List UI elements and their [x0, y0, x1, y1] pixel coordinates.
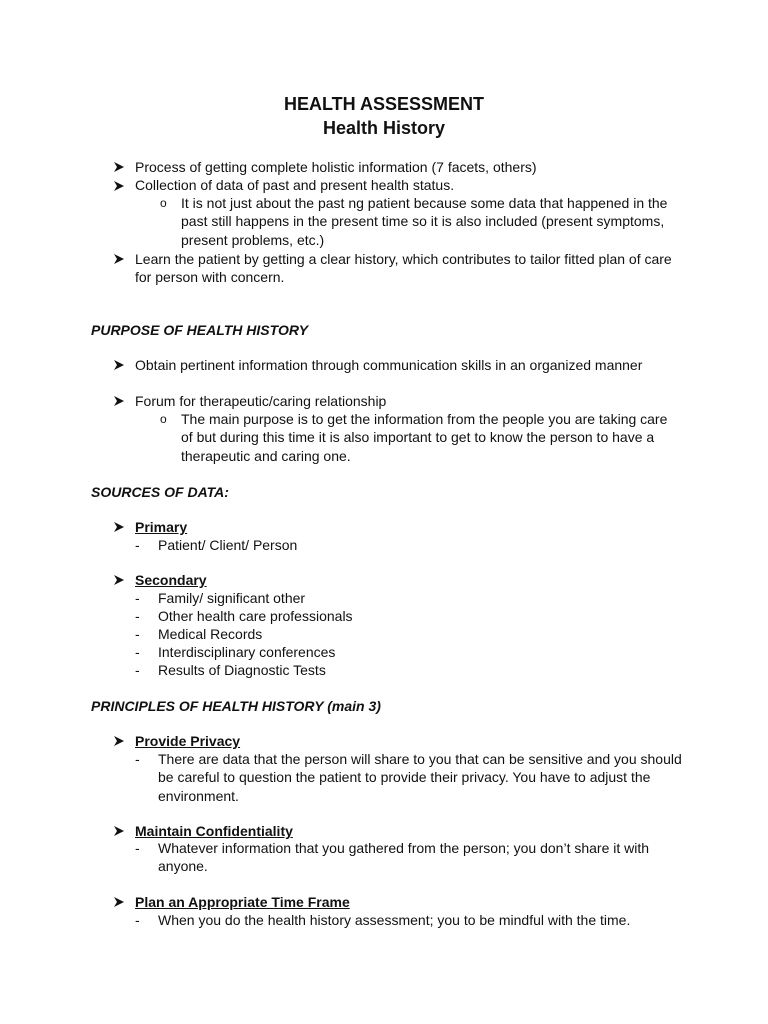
principle-timeframe-label: Plan an Appropriate Time Frame — [135, 894, 350, 910]
dash-marker: - — [135, 840, 140, 856]
arrowhead-bullet-icon — [112, 160, 126, 174]
arrowhead-bullet-icon — [112, 179, 126, 193]
dash-marker: - — [135, 590, 140, 606]
principle-privacy-text: There are data that the person will share to you that can be sensitive and you should be careful to question the patient to provide their privacy. You have to adjust the environment. — [158, 751, 682, 804]
arrowhead-bullet-icon — [112, 895, 126, 909]
section-heading-sources: SOURCES OF DATA: — [91, 484, 229, 500]
document-title: HEALTH ASSESSMENT — [283, 94, 484, 114]
secondary-item: Family/ significant other — [158, 590, 306, 606]
arrowhead-bullet-icon — [112, 573, 126, 587]
intro-bullet-1: Process of getting complete holistic information (7 facets, others) — [135, 159, 537, 175]
arrowhead-bullet-icon — [112, 394, 126, 408]
dash-marker: - — [135, 751, 140, 767]
intro-bullet-2-detail: It is not just about the past ng patient because some data that happened in the past still happens in the present time so it is also included (present symptoms, present problems, etc.) — [181, 195, 668, 248]
principle-timeframe-text: When you do the health history assessment; you to be mindful with the time. — [158, 912, 631, 928]
intro-bullet-3: Learn the patient by getting a clear history, which contributes to tailor fitted plan of care for person with concern. — [135, 251, 672, 286]
source-secondary-label: Secondary — [135, 572, 207, 588]
dash-marker: - — [135, 912, 140, 928]
arrowhead-bullet-icon — [112, 252, 126, 266]
intro-bullet-2: Collection of data of past and present health status. — [135, 177, 455, 193]
secondary-item: Interdisciplinary conferences — [158, 644, 336, 660]
sub-bullet-marker: o — [160, 196, 167, 210]
dash-marker: - — [135, 608, 140, 624]
section-heading-principles: PRINCIPLES OF HEALTH HISTORY (main 3) — [91, 698, 381, 714]
source-primary-label: Primary — [135, 519, 188, 535]
dash-marker: - — [135, 626, 140, 642]
primary-item: Patient/ Client/ Person — [158, 537, 298, 553]
dash-marker: - — [135, 644, 140, 660]
principle-privacy-label: Provide Privacy — [135, 733, 241, 749]
dash-marker: - — [135, 662, 140, 678]
section-heading-purpose: PURPOSE OF HEALTH HISTORY — [91, 322, 309, 338]
dash-marker: - — [135, 537, 140, 553]
secondary-item: Other health care professionals — [158, 608, 353, 624]
sub-bullet-marker: o — [160, 412, 167, 426]
document-subtitle: Health History — [322, 118, 446, 138]
purpose-bullet-2: Forum for therapeutic/caring relationship — [135, 393, 387, 409]
arrowhead-bullet-icon — [112, 520, 126, 534]
arrowhead-bullet-icon — [112, 358, 126, 372]
secondary-item: Medical Records — [158, 626, 263, 642]
arrowhead-bullet-icon — [112, 824, 126, 838]
purpose-bullet-2-detail: The main purpose is to get the information from the people you are taking care of but during this time it is also important to get to know the person to have a therapeutic and caring one. — [181, 411, 668, 464]
principle-confidentiality-label: Maintain Confidentiality — [135, 823, 293, 839]
arrowhead-bullet-icon — [112, 734, 126, 748]
secondary-item: Results of Diagnostic Tests — [158, 662, 326, 678]
principle-confidentiality-text: Whatever information that you gathered from the person; you don’t share it with anyone. — [158, 840, 650, 875]
purpose-bullet-1: Obtain pertinent information through communication skills in an organized manner — [135, 357, 643, 373]
